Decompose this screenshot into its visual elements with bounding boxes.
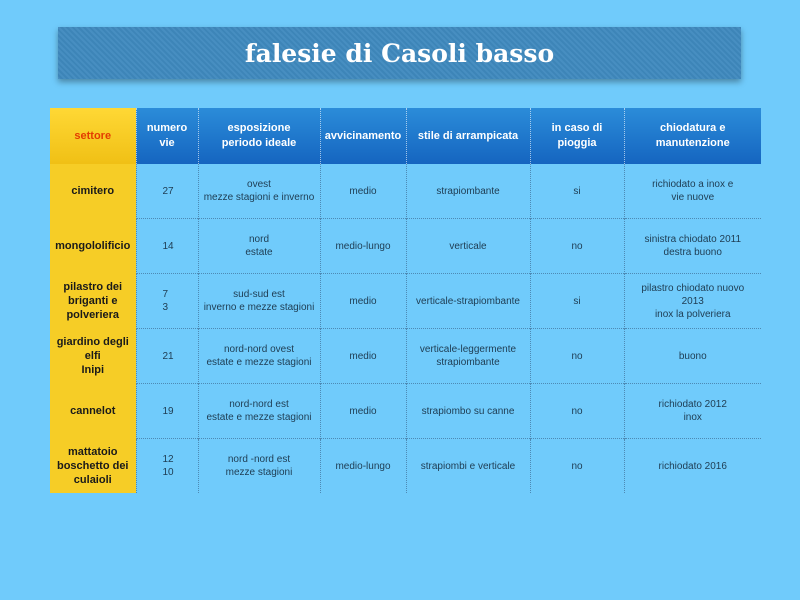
cell-esposizione: nord -nord est mezze stagioni bbox=[198, 439, 320, 494]
cell-settore: mattatoio boschetto dei culaioli bbox=[50, 439, 136, 494]
table-row bbox=[50, 329, 761, 384]
cell-numero-vie: 12 10 bbox=[136, 439, 198, 494]
table-row bbox=[50, 439, 761, 494]
cell-stile: verticale-strapiombante bbox=[406, 274, 530, 329]
table-row bbox=[50, 274, 761, 329]
header-row bbox=[50, 108, 761, 164]
crags-table bbox=[50, 108, 761, 493]
cell-settore: cimitero bbox=[50, 164, 136, 219]
table-row bbox=[50, 164, 761, 219]
header-chiodatura: chiodatura e manutenzione bbox=[624, 108, 761, 164]
cell-chiodatura: sinistra chiodato 2011 destra buono bbox=[624, 219, 761, 274]
cell-esposizione: sud-sud est inverno e mezze stagioni bbox=[198, 274, 320, 329]
cell-settore: cannelot bbox=[50, 384, 136, 439]
header-stile: stile di arrampicata bbox=[406, 108, 530, 164]
cell-settore: giardino degli elfi Inipi bbox=[50, 329, 136, 384]
cell-numero-vie: 7 3 bbox=[136, 274, 198, 329]
cell-settore: mongololificio bbox=[50, 219, 136, 274]
cell-esposizione: nord-nord est estate e mezze stagioni bbox=[198, 384, 320, 439]
cell-numero-vie: 27 bbox=[136, 164, 198, 219]
cell-chiodatura: richiodato 2012 inox bbox=[624, 384, 761, 439]
cell-chiodatura: richiodato a inox e vie nuove bbox=[624, 164, 761, 219]
cell-pioggia: no bbox=[530, 219, 624, 274]
cell-avvicinamento: medio bbox=[320, 384, 406, 439]
cell-numero-vie: 19 bbox=[136, 384, 198, 439]
cell-avvicinamento: medio bbox=[320, 274, 406, 329]
cell-pioggia: si bbox=[530, 274, 624, 329]
cell-avvicinamento: medio-lungo bbox=[320, 439, 406, 494]
table-row bbox=[50, 384, 761, 439]
cell-avvicinamento: medio-lungo bbox=[320, 219, 406, 274]
header-esposizione: esposizione periodo ideale bbox=[198, 108, 320, 164]
cell-settore: pilastro dei briganti e polveriera bbox=[50, 274, 136, 329]
cell-avvicinamento: medio bbox=[320, 329, 406, 384]
title-banner bbox=[58, 27, 741, 79]
cell-stile: verticale-leggermente strapiombante bbox=[406, 329, 530, 384]
cell-numero-vie: 14 bbox=[136, 219, 198, 274]
cell-numero-vie: 21 bbox=[136, 329, 198, 384]
table-row bbox=[50, 219, 761, 274]
cell-stile: strapiombo su canne bbox=[406, 384, 530, 439]
cell-pioggia: no bbox=[530, 384, 624, 439]
cell-stile: verticale bbox=[406, 219, 530, 274]
cell-stile: strapiombi e verticale bbox=[406, 439, 530, 494]
page-title: falesie di Casoli basso bbox=[244, 38, 555, 68]
cell-stile: strapiombante bbox=[406, 164, 530, 219]
cell-esposizione: nord-nord ovest estate e mezze stagioni bbox=[198, 329, 320, 384]
header-avvicinamento: avvicinamento bbox=[320, 108, 406, 164]
cell-avvicinamento: medio bbox=[320, 164, 406, 219]
header-settore: settore bbox=[50, 108, 136, 164]
cell-chiodatura: richiodato 2016 bbox=[624, 439, 761, 494]
cell-pioggia: si bbox=[530, 164, 624, 219]
cell-chiodatura: pilastro chiodato nuovo 2013 inox la polveriera bbox=[624, 274, 761, 329]
cell-esposizione: ovest mezze stagioni e inverno bbox=[198, 164, 320, 219]
header-pioggia: in caso di pioggia bbox=[530, 108, 624, 164]
header-numero-vie: numero vie bbox=[136, 108, 198, 164]
cell-pioggia: no bbox=[530, 329, 624, 384]
cell-esposizione: nord estate bbox=[198, 219, 320, 274]
cell-pioggia: no bbox=[530, 439, 624, 494]
cell-chiodatura: buono bbox=[624, 329, 761, 384]
